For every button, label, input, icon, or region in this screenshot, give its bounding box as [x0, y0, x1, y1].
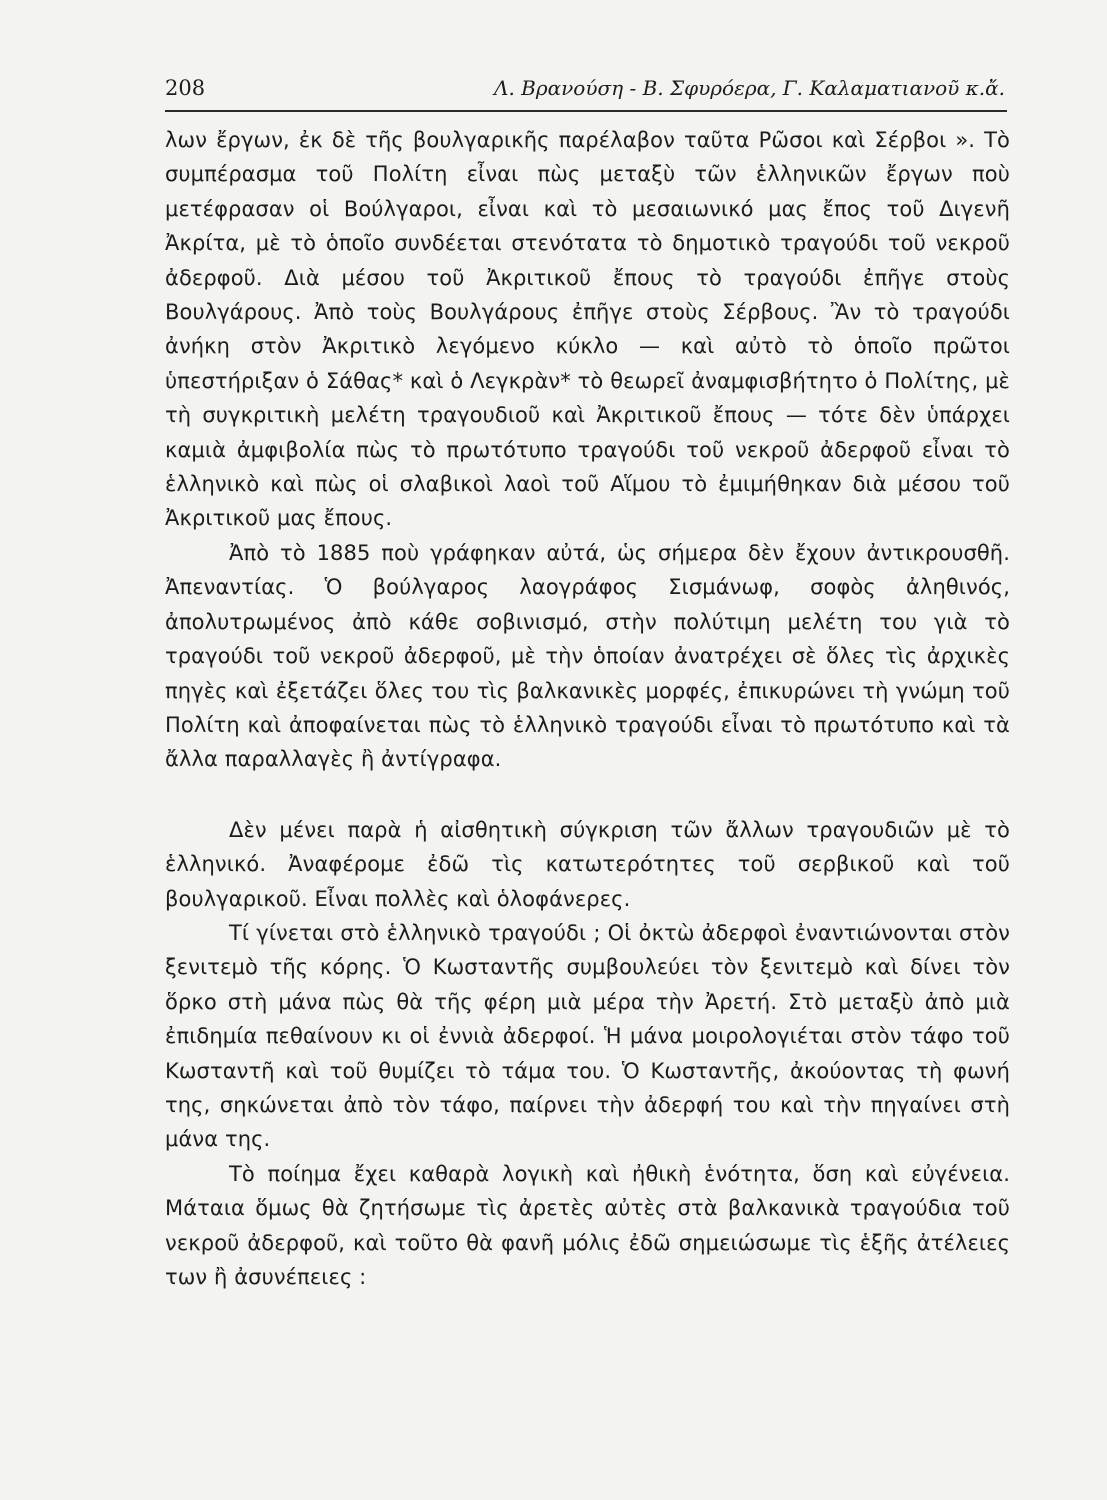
running-head: Λ. Βρανούση - Β. Σφυρόερα, Γ. Καλαματιανοῦ κ.ἄ. — [494, 76, 1005, 100]
page-header — [165, 76, 1007, 112]
paragraph-4: Τί γίνεται στὸ ἑλληνικὸ τραγούδι ; Οἱ ὀκτὼ ἀδερφοὶ ἐναντιώνονται στὸν ξενιτεμὸ τῆς κόρης. Ὁ Κωσταντῆς συμβουλεύει τὸν ξενιτεμὸ καὶ δίνει τὸν ὅρκο στὴ μάνα πὼς θὰ τῆς φέρη μιὰ μέρα τὴν Ἀρετή. Στὸ μεταξὺ ἀπὸ μιὰ ἐπιδημία πεθαίνουν κι οἱ ἐννιὰ ἀδερφοί. Ἡ μάνα μοιρολογιέται στὸν τάφο τοῦ Κωσταντῆ καὶ τοῦ θυμίζει τὸ τάμα του. Ὁ Κωσταντῆς, ἀκούοντας τὴ φωνή της, σηκώνεται ἀπὸ τὸν τάφο, παίρνει τὴν ἀδερφή του καὶ τὴν πηγαίνει στὴ μάνα της. — [165, 920, 1010, 1152]
page-number: 208 — [165, 76, 206, 100]
paragraph-3: Δὲν μένει παρὰ ἡ αἰσθητικὴ σύγκριση τῶν ἄλλων τραγουδιῶν μὲ τὸ ἑλληνικό. Ἀναφέρομε ἐδῶ τὶς κατωτερότητες τοῦ σερβικοῦ καὶ τοῦ βουλγαρικοῦ. Εἶναι πολλὲς καὶ ὁλοφάνερες. — [165, 817, 1010, 911]
body-text — [165, 123, 1010, 1294]
paragraph-5: Τὸ ποίημα ἔχει καθαρὰ λογικὴ καὶ ἠθικὴ ἑνότητα, ὅση καὶ εὐγένεια. Μάταια ὅμως θὰ ζητήσωμε τὶς ἀρετὲς αὐτὲς στὰ βαλκανικὰ τραγούδια τοῦ νεκροῦ ἀδερφοῦ, καὶ τοῦτο θὰ φανῆ μόλις ἐδῶ σημειώσωμε τὶς ἑξῆς ἀτέλειες των ἢ ἀσυνέπειες : — [165, 1161, 1010, 1289]
paragraph-1: λων ἔργων, ἐκ δὲ τῆς βουλγαρικῆς παρέλαβον ταῦτα Ρῶσοι καὶ Σέρβοι ». Τὸ συμπέρασμα τοῦ Πολίτη εἶναι πὼς μεταξὺ τῶν ἑλληνικῶν ἔργων ποὺ μετέφρασαν οἱ Βούλγαροι, εἶναι καὶ τὸ μεσαιωνικό μας ἔπος τοῦ Διγενῆ Ἀκρίτα, μὲ τὸ ὁποῖο συνδέεται στενότατα τὸ δημοτικὸ τραγούδι τοῦ νεκροῦ ἀδερφοῦ. Διὰ μέσου τοῦ Ἀκριτικοῦ ἔπους τὸ τραγούδι ἐπῆγε στοὺς Βουλγάρους. Ἀπὸ τοὺς Βουλγάρους ἐπῆγε στοὺς Σέρβους. Ἂν τὸ τραγούδι ἀνήκη στὸν Ἀκριτικὸ λεγόμενο κύκλο — καὶ αὐτὸ τὸ ὁποῖο πρῶτοι ὑπεστήριξαν ὁ Σάθας* καὶ ὁ Λεγκρὰν* τὸ θεωρεῖ ἀναμφισβήτητο ὁ Πολίτης, μὲ τὴ συγκριτικὴ μελέτη τραγουδιοῦ καὶ Ἀκριτικοῦ ἔπους — τότε δὲν ὑπάρχει καμιὰ ἀμφιβολία πὼς τὸ πρωτότυπο τραγούδι τοῦ νεκροῦ ἀδερφοῦ εἶναι τὸ ἑλληνικὸ καὶ πὼς οἱ σλαβικοὶ λαοὶ τοῦ Αἵμου τὸ ἐμιμήθηκαν διὰ μέσου τοῦ Ἀκριτικοῦ μας ἔπους. — [165, 128, 1010, 531]
paragraph-2: Ἀπὸ τὸ 1885 ποὺ γράφηκαν αὐτά, ὡς σήμερα δὲν ἔχουν ἀντικρουσθῆ. Ἀπεναντίας. Ὁ βούλγαρος λαογράφος Σισμάνωφ, σοφὸς ἀληθινός, ἀπολυτρωμένος ἀπὸ κάθε σοβινισμό, στὴν πολύτιμη μελέτη του γιὰ τὸ τραγούδι τοῦ νεκροῦ ἀδερφοῦ, μὲ τὴν ὁποίαν ἀνατρέχει σὲ ὅλες τὶς ἀρχικὲς πηγὲς καὶ ἐξετάζει ὅλες του τὶς βαλκανικὲς μορφές, ἐπικυρώνει τὴ γνώμη τοῦ Πολίτη καὶ ἀποφαίνεται πὼς τὸ ἑλληνικὸ τραγούδι εἶναι τὸ πρωτότυπο καὶ τὰ ἄλλα παραλλαγὲς ἢ ἀντίγραφα. — [165, 540, 1010, 772]
